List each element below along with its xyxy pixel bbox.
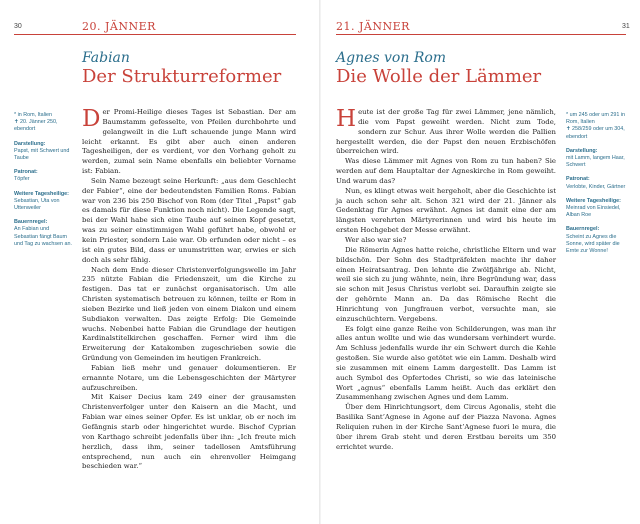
left-title: Der Strukturreformer — [82, 66, 282, 87]
right-body-text — [336, 108, 556, 453]
right-page — [322, 0, 640, 524]
right-sidebar — [566, 112, 632, 262]
right-title: Die Wolle der Lämmer — [336, 66, 542, 87]
right-paragraph-5: Die Römerin Agnes hatte reiche, christliche Eltern und war bildschön. Der Sohn des Stadtpräfekten machte ihr daher einen Heiratsantrag. Den lehnte die Zwölfjährige ab. Nicht, weil sie sich zu jung wähnte, nein, ihre Begründung war, dass sie schon mit Jesus Christus verlobt sei. Daraufhin zeigte sie der gehörnte Mann an. Da das Römische Recht die Hinrichtung von Jungfrauen verbot, versuchte man, sie einzuschüchtern. Vergebens. — [336, 245, 556, 323]
right-paragraph-7: Über dem Hinrichtungsort, dem Circus Agonalis, steht die Basilika Sant’Agnese in Agone auf der Piazza Navona. Agnes Reliquien ruhen in der Kirche Sant’Agnese fuori le mura, die über ihrem Grab steht und deren Erstbau bereits um 350 errichtet wurde. — [336, 403, 556, 451]
right-running-title: 21. JÄNNER — [336, 20, 410, 33]
left-paragraph-5: Mit Kaiser Decius kam 249 einer der grausamsten Christenverfolger unter den Kaisern an die Macht, und Fabian war eines seiner Opfer. Es ist unklar, ob er noch im Gefängnis starb oder hingerichtet wurde. Bischof Cyprian von Karthago schreibt jedenfalls über ihn: „Ich freute mich herzlich, dass ihm, seiner tadellosen Amtsführung entsprechend, nun auch ein ehrenvoller Heimgang beschieden war.“ — [82, 393, 296, 471]
right-paragraph-1: Heute ist der große Tag für zwei Lämmer, jene nämlich, die vom Papst geweiht werden. Nicht zum Tode, sondern zur Schur. Aus ihrer Wolle werden die Pallien hergestellt werden, die der Papst den neuen Erzbischöfen überreichen wird. — [336, 106, 556, 156]
left-paragraph-3: Nach dem Ende dieser Christenverfolgungswelle im Jahr 235 nützte Fabian die Friedenszeit, um die Kirche zu festigen. Das tat er zunächst organisatorisch. Um alle Christen systematisch betreuen zu können, teilte er Rom in sieben Bezirke und ließ jeden von einem Diakon und einem Subdiakon verwalten. Das zeigte Erfolg: Die Gemeinde wuchs. Nebenbei hatte Fabian die Grundlage der heutigen Kardinalstitelkirchen geschaffen. Ferner wird ihm die Erweiterung der Katakomben zugeschrieben sowie die Gründung von Gemeinden im heutigen Frankreich. — [82, 265, 296, 363]
right-farmer-rule: Bauernregel: Scheint zu Agnes die Sonne, wird später die Ernte zur Wonne! — [566, 226, 620, 255]
left-running-title: 20. JÄNNER — [82, 20, 156, 33]
left-body-text — [82, 108, 296, 472]
book-gutter — [319, 0, 321, 524]
left-paragraph-2: Sein Name bezeugt seine Herkunft: „aus dem Geschlecht der Fabier“, eine der bedeutendsten Familien Roms. Fabian war von 236 bis 250 Bischof von Rom (der Titel „Papst“ gab es damals für diese Funktion noch nicht). Die Legende sagt, bei der Wahl habe sich eine Taube auf seinen Kopf gesetzt, was zu seiner einstimmigen Wahl geführt habe, obwohl er kein Priester, sondern Laie war. Ob erfunden oder nicht – es ist ein gutes Bild, dass er unumstritten war, erwies er sich doch als sehr fähig. — [82, 176, 296, 264]
right-header-rule — [336, 34, 626, 35]
left-other-saints: Weitere Tagesheilige: Sebastian, Uta von Uttenweiler — [14, 190, 69, 212]
right-paragraph-6: Es folgt eine ganze Reihe von Schilderungen, was man ihr alles antun wollte und wie das wundersam verhindert wurde. Am Schluss jedenfalls wurde ihr ein Schwert durch die Kehle gestoßen. Sie wurde also getötet wie ein Lamm. Deshalb wird sie zusammen mit einem Lamm dargestellt. Das Lamm ist auch Symbol des Opfertodes Christi, so wie das lateinische Wort „agnus“ ebenfalls Lamm heißt. Auch das erklärt den Zusammenhang zwischen Agnes und dem Lamm. — [336, 324, 556, 402]
right-drop-cap: H — [336, 106, 357, 132]
left-page — [0, 0, 318, 524]
left-dates-text: * in Rom, Italien ✝ 20. Jänner 250, ebendort — [14, 112, 58, 133]
left-saint-name: Fabian — [82, 50, 130, 66]
left-patronage: Patronat: Töpfer — [14, 169, 38, 183]
right-paragraph-2: Was diese Lämmer mit Agnes von Rom zu tun haben? Sie werden auf dem Hauptaltar der Agneskirche in Rom geweiht. Und warum das? — [336, 157, 556, 185]
right-saint-name: Agnes von Rom — [336, 50, 447, 66]
right-depiction: Darstellung: mit Lamm, langem Haar, Schwert — [566, 147, 625, 169]
left-drop-cap: D — [82, 106, 101, 132]
left-farmer-rule: Bauernregel: An Fabian und Sebastian fängt Baum und Tag zu wachsen an. — [14, 219, 73, 247]
left-sidebar — [14, 112, 74, 255]
right-paragraph-4: Wer also war sie? — [345, 235, 407, 244]
left-page-number: 30 — [14, 23, 22, 30]
right-other-saints: Weitere Tagesheilige: Meinrad von Einsiedel, Alban Roe — [566, 197, 621, 219]
left-dates — [14, 112, 74, 134]
right-dates: * um 245 oder um 291 in Rom, Italien ✝ 258/259 oder um 304, ebendort — [566, 112, 626, 140]
right-page-number: 31 — [622, 23, 630, 30]
left-depiction: Darstellung: Papst, mit Schwert und Taube — [14, 140, 70, 162]
left-paragraph-1: Der Promi-Heilige dieses Tages ist Sebastian. Der am Baumstamm gefesselte, von Pfeilen durchbohrte und gelangweilt in die Luft schauende junge Mann wird leicht erkannt. Es gibt aber auch einen anderen Tagesheiligen, der es verdient, vor den Vorhang geholt zu werden, zumal sein Name ebenfalls ein beliebter Vorname ist: Fabian. — [82, 106, 296, 176]
right-patronage: Patronat: Verlobte, Kinder, Gärtner — [566, 176, 626, 190]
left-paragraph-4: Fabian ließ mehr und genauer dokumentieren. Er ernannte Notare, um die Lebensgeschichten der Märtyrer aufzuschreiben. — [82, 363, 296, 392]
right-paragraph-3: Nun, es klingt etwas weit hergeholt, aber die Geschichte ist ja auch schon sehr alt. Schon 321 wird der 21. Jänner als Gedenktag für Agnes erwähnt. Agnes ist damit eine der am längsten verehrten Märtyrerinnen und wird bis heute im ersten Hochgebet der Messe erwähnt. — [336, 186, 556, 235]
left-header-rule — [14, 34, 296, 35]
